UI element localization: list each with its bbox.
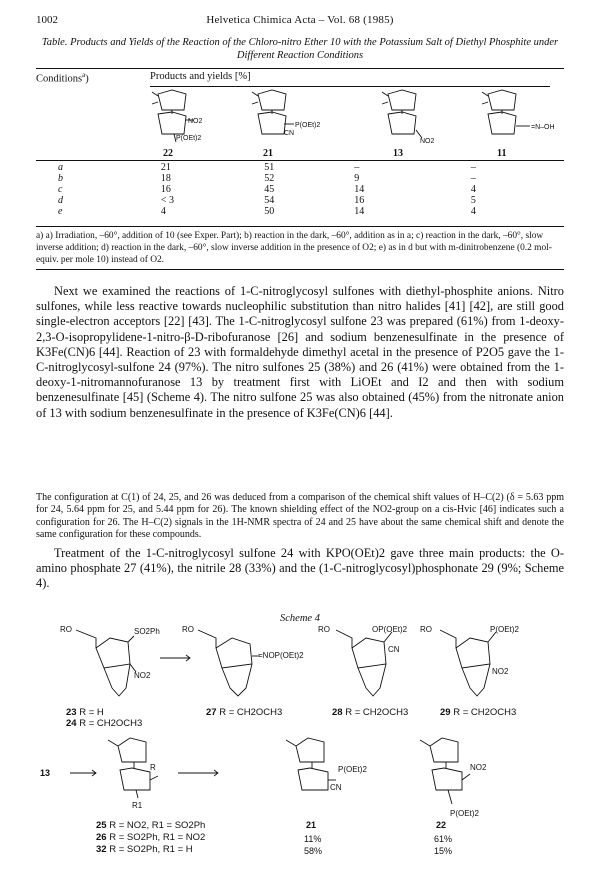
svg-text:P(OEt)2: P(OEt)2 [176, 135, 202, 142]
svg-text:P(OEt)2: P(OEt)2 [338, 765, 367, 774]
svg-text:NO2: NO2 [420, 138, 435, 145]
table-footnote: a) a) Irradiation, –60°, addition of 10 (see Exper. Part); b) reaction in the dark, –60°, addition as in a; c) reaction in the dark, –60°, slow inverse addition; d) reaction in the dark, –60°, slow inverse addition in the presence of O2; e) as in d but with m-dinitrobenzene (0.2 mol-equiv. per mole 10) instead of O2. [36, 231, 552, 265]
yield-21-b: 58% [304, 846, 323, 856]
table-row [36, 184, 564, 195]
label-24: 24 R = CH2OCH3 [66, 718, 143, 729]
table-header-rule [36, 160, 564, 161]
condition-cell: b [58, 173, 63, 184]
table-row [36, 195, 564, 206]
scheme-4-graphic [0, 620, 600, 888]
svg-text:=NOP(OEt)2: =NOP(OEt)2 [258, 651, 304, 660]
yield-cell: 21 [160, 162, 171, 173]
products-header: Products and yields [%] [150, 71, 251, 82]
condition-cell: e [58, 206, 63, 217]
paragraph-2: The configuration at C(1) of 24, 25, and 26 was deduced from a comparison of the chemical shift values of H–C(2) (δ = 5.63 ppm for 24, 5.64 ppm for 25, and 5.44 ppm for 26). The known shielding effect of the NO2-group on a cis-Hvic [46] indicates such a configuration for 26. The H–C(2) signals in the 1H-NMR spectra of 24 and 25 have about the same chemical shift and denote the same configuration for these compounds. [36, 492, 564, 541]
yield-cell: 14 [354, 184, 365, 195]
yield-22-b: 15% [434, 846, 453, 856]
condition-cell: d [58, 195, 63, 206]
paragraph-3: Treatment of the 1-C-nitroglycosyl sulfone 24 with KPO(OEt)2 gave three main products: the O-amino phosphate 27 (41%), the nitrile 28 (33%) and the (1-C-nitroglycosyl)phosphonate 29 (9%; Scheme 4). [36, 546, 564, 591]
label-25: 25 R = NO2, R1 = SO2Ph [96, 820, 206, 831]
scheme-compound-22: 22 [436, 820, 447, 830]
svg-text:P(OEt)2: P(OEt)2 [490, 625, 519, 634]
compound-21: 21 [263, 148, 273, 159]
yield-22-a: 61% [434, 834, 453, 844]
yield-cell: 51 [264, 162, 275, 173]
compound-22: 22 [163, 148, 173, 159]
table-row [36, 206, 564, 217]
svg-text:R1: R1 [132, 801, 143, 810]
yield-cell: < 3 [160, 195, 174, 206]
svg-text:RO: RO [60, 625, 72, 634]
label-32: 32 R = SO2Ph, R1 = H [96, 844, 193, 855]
label-29: 29 R = CH2OCH3 [440, 707, 517, 718]
condition-cell: a [58, 162, 63, 173]
svg-text:RO: RO [420, 625, 432, 634]
yield-21-a: 11% [304, 834, 322, 844]
page-number: 1002 [36, 14, 58, 26]
yield-cell: 45 [264, 184, 275, 195]
yield-cell: – [354, 162, 360, 173]
table-caption: Table. Products and Yields of the Reaction of the Chloro-nitro Ether 10 with the Potassium Salt of Diethyl Phosphite under Different Reaction Conditions [41, 37, 559, 61]
condition-cell: c [58, 184, 63, 195]
yield-cell: 4 [160, 206, 166, 217]
svg-text:NO2: NO2 [188, 118, 203, 125]
yield-cell: 54 [264, 195, 275, 206]
table-row [36, 173, 564, 184]
svg-text:RO: RO [318, 625, 330, 634]
svg-text:R: R [150, 763, 156, 772]
svg-text:NO2: NO2 [134, 671, 151, 680]
yield-cell: 16 [354, 195, 365, 206]
label-27: 27 R = CH2OCH3 [206, 707, 283, 718]
svg-text:RO: RO [182, 625, 194, 634]
conditions-header: Conditions$^a$) [36, 71, 89, 85]
table-bottom-rule [36, 226, 564, 227]
yield-cell: 4 [470, 184, 476, 195]
results-table [36, 162, 564, 217]
svg-text:CN: CN [284, 130, 295, 137]
svg-text:CN: CN [388, 645, 400, 654]
svg-text:=N–OH: =N–OH [531, 124, 555, 131]
journal-title: Helvetica Chimica Acta – Vol. 68 (1985) [206, 14, 394, 26]
table-row [36, 162, 564, 173]
svg-text:P(OEt)2: P(OEt)2 [450, 809, 479, 818]
yield-cell: 14 [354, 206, 365, 217]
yield-cell: 9 [354, 173, 360, 184]
svg-text:CN: CN [330, 783, 342, 792]
footnote-rule [36, 269, 564, 270]
yield-cell: 50 [264, 206, 275, 217]
scheme-compound-13: 13 [40, 768, 51, 778]
svg-text:OP(OEt)2: OP(OEt)2 [372, 625, 408, 634]
yield-cell: 16 [160, 184, 171, 195]
label-28: 28 R = CH2OCH3 [332, 707, 409, 718]
compound-11: 11 [497, 148, 507, 159]
scheme-compound-21: 21 [306, 820, 317, 830]
svg-text:NO2: NO2 [470, 763, 487, 772]
yield-cell: – [470, 162, 476, 173]
label-26: 26 R = SO2Ph, R1 = NO2 [96, 832, 206, 843]
svg-text:SO2Ph: SO2Ph [134, 627, 160, 636]
yield-cell: 18 [160, 173, 171, 184]
yield-cell: 4 [470, 206, 476, 217]
yield-cell: – [470, 173, 476, 184]
svg-text:P(OEt)2: P(OEt)2 [295, 122, 321, 129]
compound-13: 13 [393, 148, 403, 159]
scheme-title: Scheme 4 [280, 613, 320, 624]
label-23: 23 R = H [66, 707, 104, 718]
yield-cell: 52 [264, 173, 275, 184]
yield-cell: 5 [470, 195, 476, 206]
paragraph-1: Next we examined the reactions of 1-C-nitroglycosyl sulfones with diethyl-phosphite anions. Nitro sulfones, while less reactive towards nucleophilic substitution than nitro halides [41] [42], are still good single-electron acceptors [22] [43]. The 1-C-nitroglycosyl sulfone 23 was prepared (61%) from 1-deoxy-2,3-O-isopropylidene-1-nitro-β-D-ribofuranose [26] and sodium benzenesulfinate in the presence of K3Fe(CN)6 [44]. Reaction of 23 with formaldehyde dimethyl acetal in the presence of P2O5 gave the 1-C-nitroglycosyl-sulfone 24 (97%). The nitro sulfones 25 (38%) and 26 (41%) were obtained from the 1-deoxy-1-nitromannofuranose 13 by treatment first with LiOEt and I2 and then with sodium benzenesulfinate [45] (Scheme 4). The nitro sulfone 25 was also obtained (45%) from the nitronate anion of 13 with sodium benzenesulfinate in the presence of K3Fe(CN)6 [44]. [36, 284, 564, 420]
svg-text:NO2: NO2 [492, 667, 509, 676]
